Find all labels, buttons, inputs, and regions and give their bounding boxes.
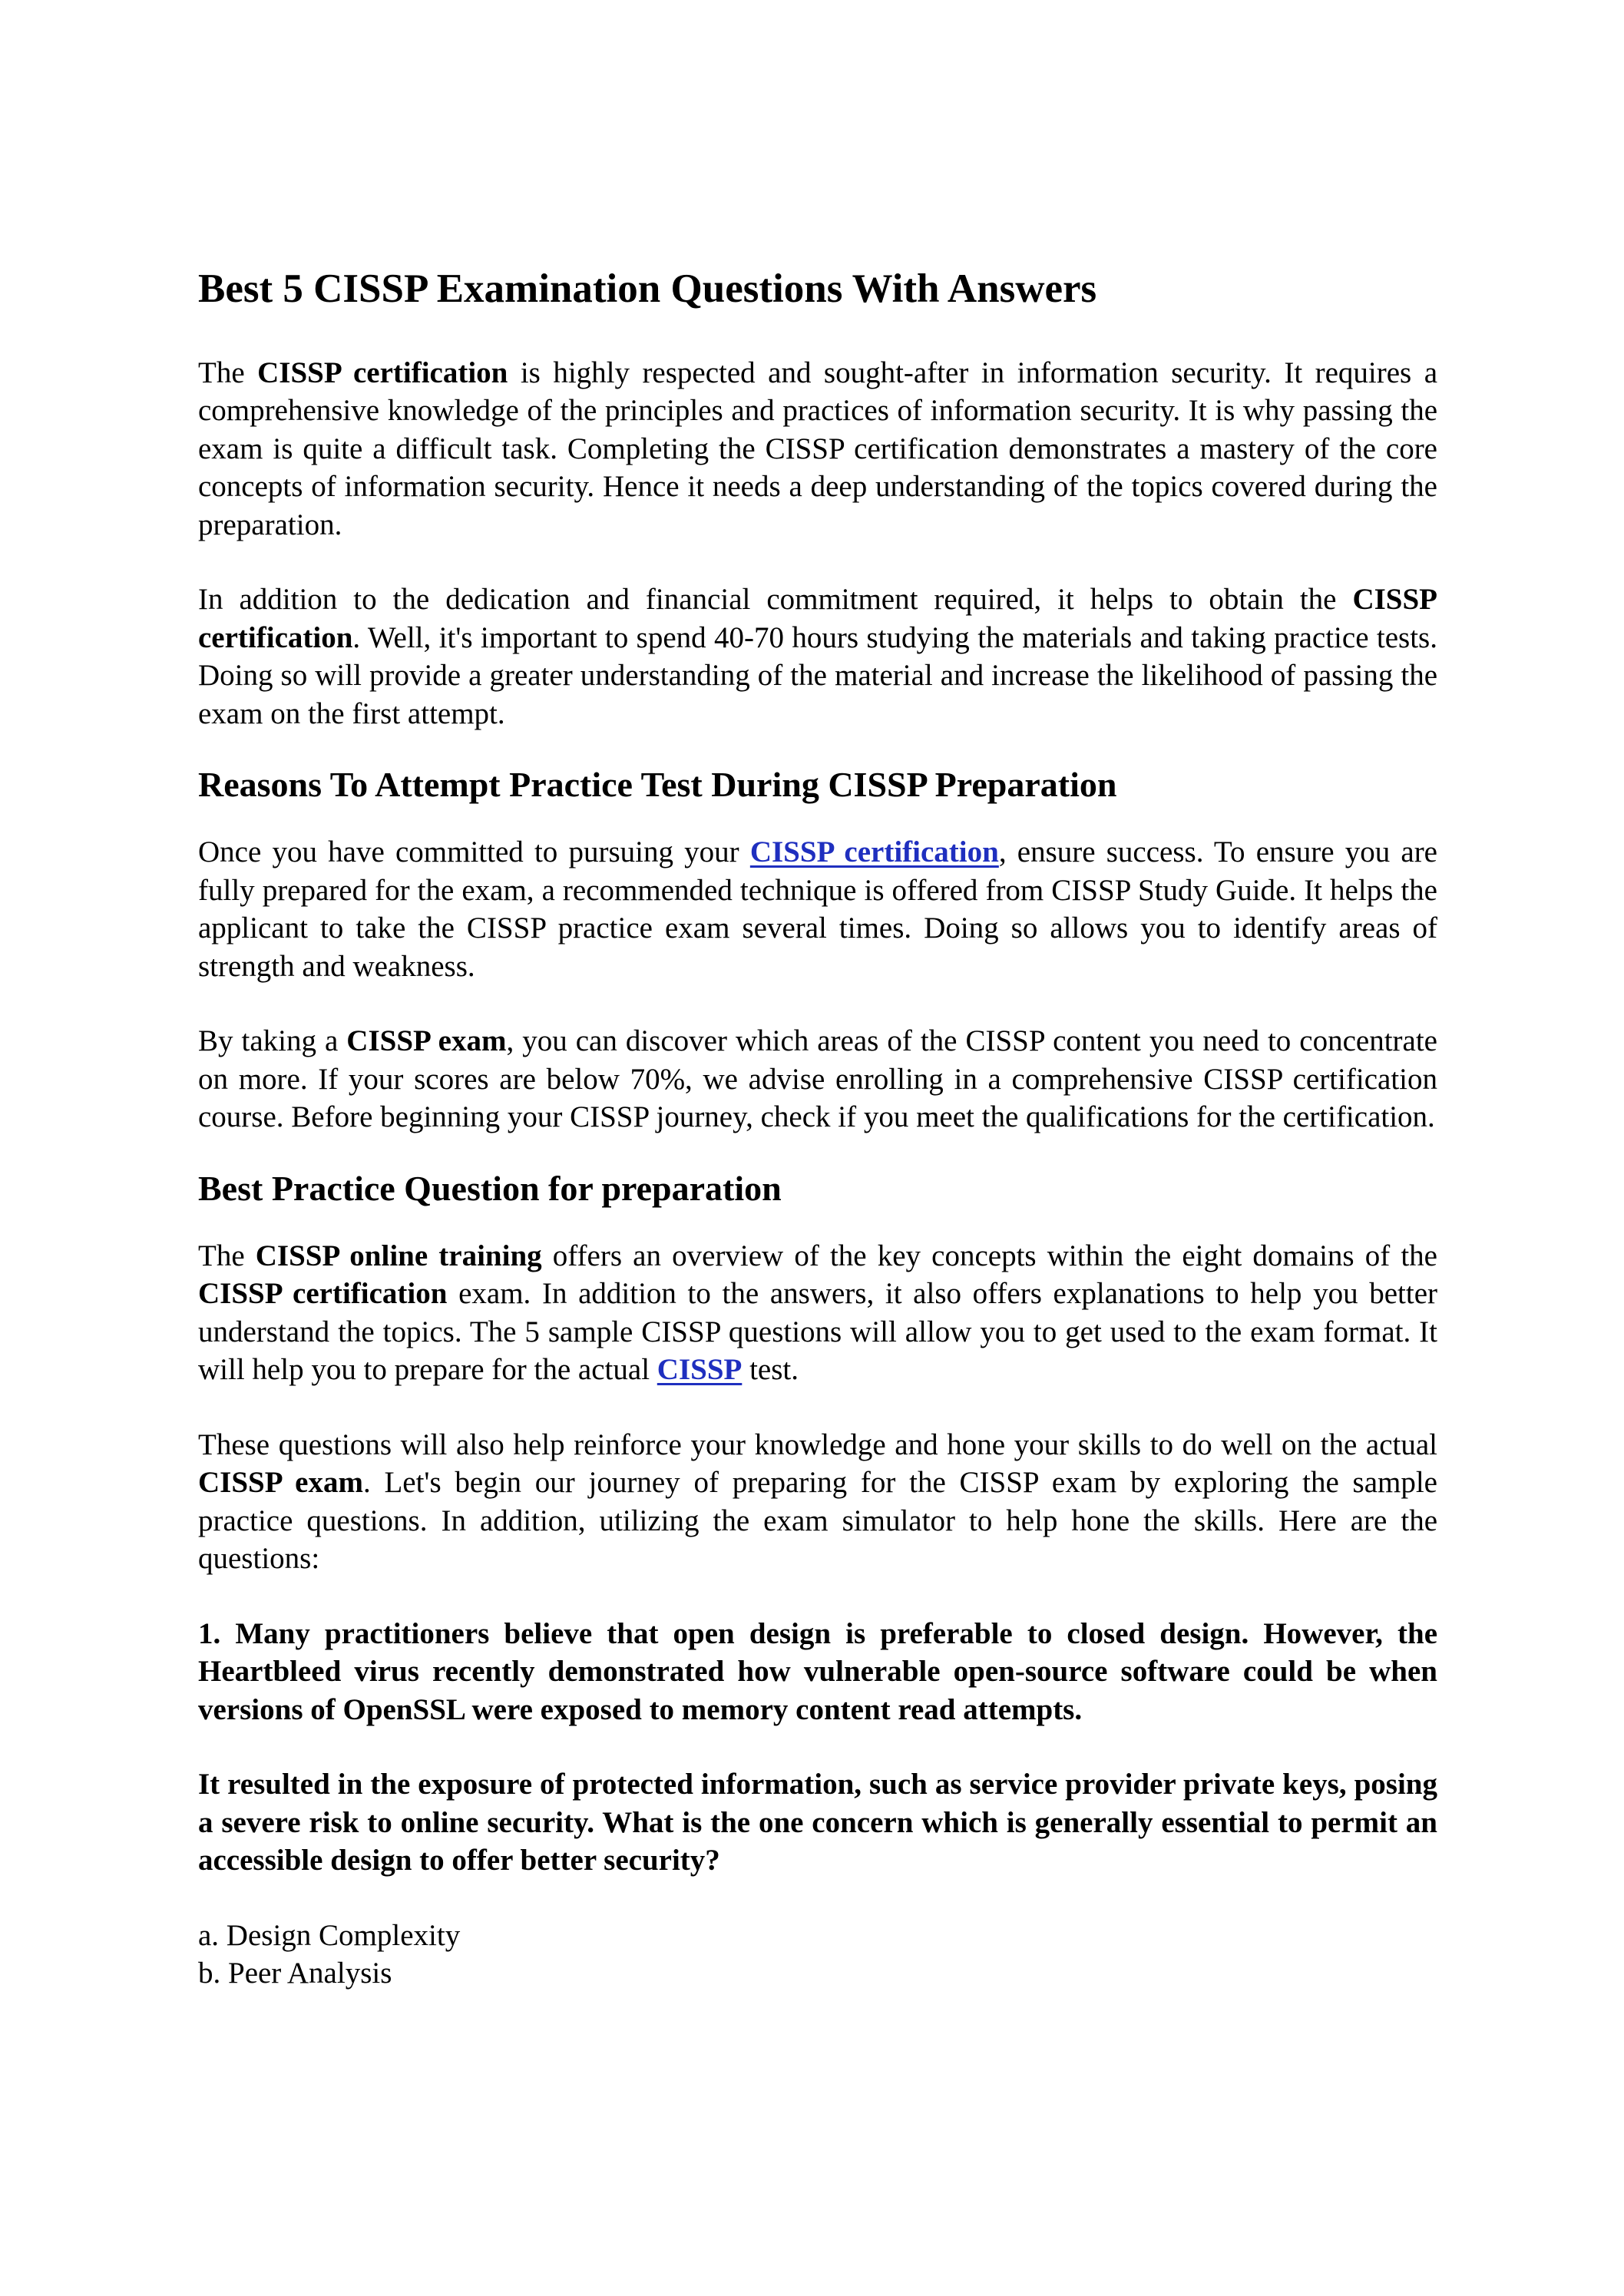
bold-term: CISSP certification [198,1277,448,1311]
text-segment: . Let's begin our journey of preparing for the CISSP exam by exploring the sample practice questions. In addition, utilizing the exam simulator to help hone the skills. Here are the questions: [198,1466,1437,1576]
text-segment: . Well, it's important to spend 40-70 hours studying the materials and taking practice tests. Doing so will provide a greater understanding of the material and increase the likelihood of passing the exam on the first attempt. [198,620,1437,730]
bold-term: CISSP exam [346,1024,507,1058]
text-segment: By taking a [198,1024,347,1058]
text-segment: , ensure success. To ensure you are fully prepared for the exam, a recommended technique is offered from CISSP Study Guide. It helps the applicant to take the CISSP practice exam several times. Doing so allows you to identify areas of strength and weakness. [198,835,1437,983]
text-segment: In addition to the dedication and financial commitment required, it helps to obtain the [198,583,1353,617]
text-segment: These questions will also help reinforce your knowledge and hone your skills to do well on the actual [198,1428,1437,1461]
question-1-part-1: 1. Many practitioners believe that open design is preferable to closed design. However, the Heartbleed virus recently demonstrated how vulnerable open-source software could be when versions of OpenSSL were exposed to memory content read attempts. [198,1616,1437,1726]
text-segment: The [198,1239,256,1272]
bold-term: CISSP exam [198,1466,363,1500]
reasons-paragraph-1 [198,833,1437,985]
bold-term: CISSP online training [255,1239,542,1272]
cissp-link[interactable]: CISSP [657,1353,743,1387]
text-segment: Once you have committed to pursuing your [198,835,750,869]
bold-term: CISSP certification [198,583,1437,654]
intro-paragraph-2 [198,581,1437,733]
option-a: a. Design Complexity [198,1918,461,1952]
option-b: b. Peer Analysis [198,1957,392,1990]
section-heading-practice: Best Practice Question for preparation [198,1168,782,1208]
cissp-certification-link[interactable]: CISSP certification [749,835,999,869]
text-segment: , you can discover which areas of the CISSP content you need to concentrate on more. If your scores are below 70%, we advise enrolling in a comprehensive CISSP certification course. Before beginning your CISSP journey, check if you meet the qualifications for the certification. [198,1024,1437,1134]
text-segment: exam. In addition to the answers, it also offers explanations to help you better understand the topics. The 5 sample CISSP questions will allow you to get used to the exam format. It will help you to prepare for the actual [198,1277,1438,1387]
text-segment: is highly respected and sought-after in information security. It requires a comprehensive knowledge of the principles and practices of information security. It is why passing the exam is quite a difficult task. Completing the CISSP certification demonstrates a mastery of the core concepts of information security. Hence it needs a deep understanding of the topics covered during the preparation. [198,356,1438,541]
reasons-paragraph-2 [198,1022,1437,1136]
text-segment: The [198,356,258,389]
practice-paragraph-2 [198,1426,1437,1578]
question-1-options [198,1917,1437,1993]
text-segment: test. [742,1353,799,1387]
text-segment: offers an overview of the key concepts within the eight domains of the [541,1239,1437,1272]
bold-term: CISSP certification [257,356,508,389]
section-heading-reasons: Reasons To Attempt Practice Test During CISSP Preparation [198,765,1117,805]
question-1-part-2: It resulted in the exposure of protected information, such as service provider private keys, posing a severe risk to online security. What is the one concern which is generally essential to permit an accessible design to offer better security? [198,1768,1437,1877]
document-title: Best 5 CISSP Examination Questions With Answers [198,266,1097,311]
intro-paragraph-1 [198,354,1437,544]
practice-paragraph-1 [198,1237,1437,1389]
document-page [198,265,1437,1993]
